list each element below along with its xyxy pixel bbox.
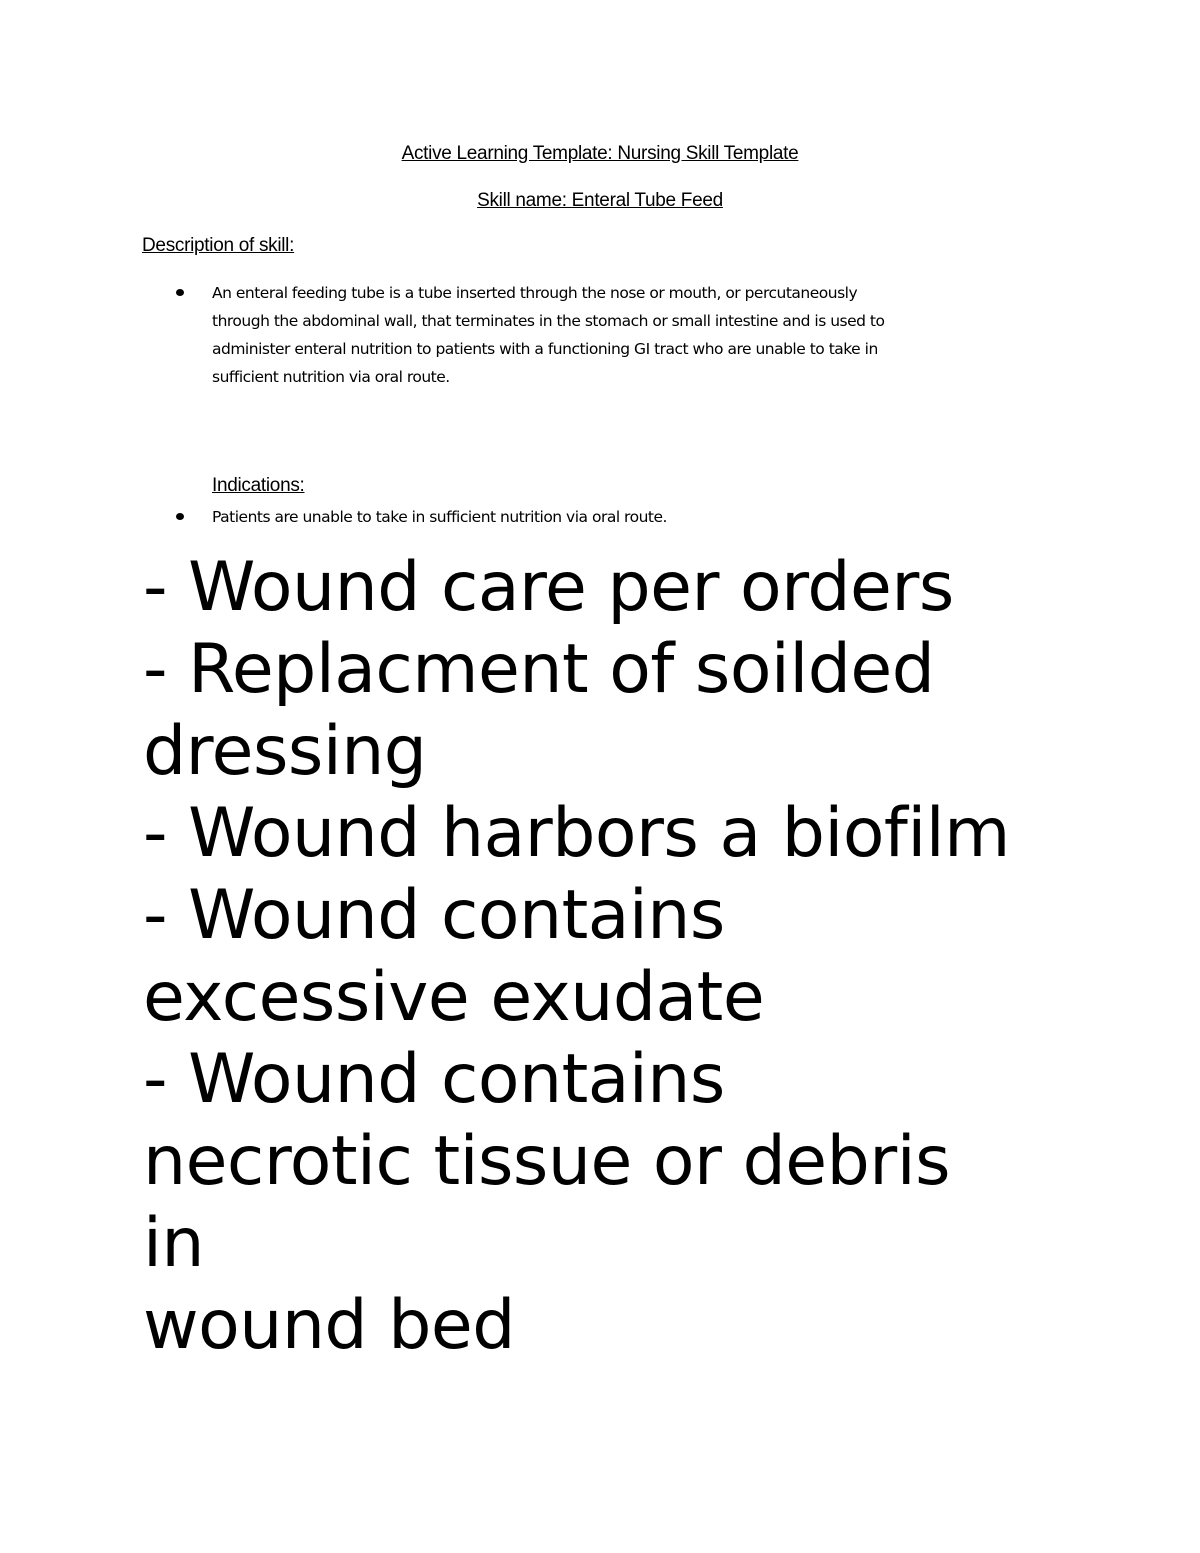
indications-heading: Indications: [212,475,305,496]
overlay-line: wound bed [143,1286,515,1365]
overlay-line: excessive exudate [143,958,765,1037]
skill-name: Skill name: Enteral Tube Feed [477,190,723,211]
overlay-line: - Wound contains [143,1040,725,1119]
overlay-line: - Wound care per orders [143,548,954,627]
description-line: through the abdominal wall, that terminates in the stomach or small intestine and is used to [212,312,885,330]
overlay-line: in [143,1204,204,1283]
description-bullet-text [212,279,1032,391]
description-line: sufficient nutrition via oral route. [212,368,450,386]
bullet-icon [176,289,184,296]
overlay-line: - Replacment of soilded [143,630,935,709]
bullet-icon [176,513,184,520]
overlay-line: necrotic tissue or debris [143,1122,951,1201]
overlay-line: dressing [143,712,427,791]
overlay-text-block [143,547,1183,1367]
document-title: Active Learning Template: Nursing Skill Template [401,143,799,164]
description-heading: Description of skill: [142,235,295,256]
description-line: administer enteral nutrition to patients with a functioning GI tract who are unable to take in [212,340,878,358]
overlay-line: - Wound harbors a biofilm [143,794,1010,873]
indications-bullet-text: Patients are unable to take in sufficient nutrition via oral route. [212,508,667,526]
description-line: An enteral feeding tube is a tube inserted through the nose or mouth, or percutaneously [212,284,858,302]
overlay-line: - Wound contains [143,876,725,955]
